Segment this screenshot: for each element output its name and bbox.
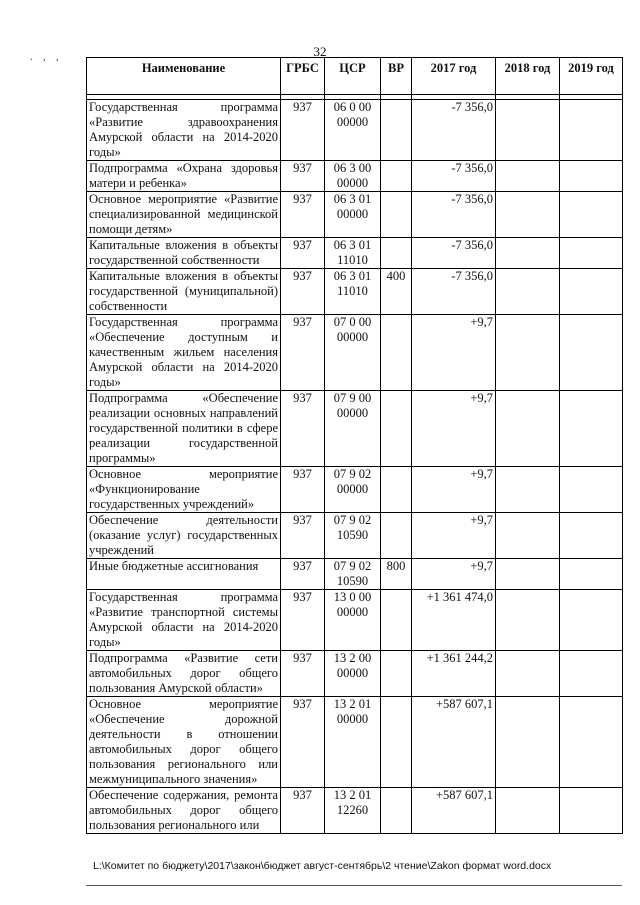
- cell-2018: [496, 269, 560, 315]
- cell-2019: [560, 269, 623, 315]
- cell-vr: [381, 788, 412, 834]
- cell-2019: [560, 192, 623, 238]
- cell-grbs: 937: [281, 238, 325, 269]
- cell-2019: [560, 590, 623, 651]
- table-row: [87, 391, 623, 467]
- table-row: [87, 513, 623, 559]
- cell-csr: 07 9 02 10590: [325, 559, 381, 590]
- cell-2018: [496, 161, 560, 192]
- cell-2017: +9,7: [412, 559, 496, 590]
- cell-2018: [496, 391, 560, 467]
- cell-name: Обеспечение деятельности (оказание услуг) государственных учреждений: [87, 513, 281, 559]
- cell-vr: [381, 590, 412, 651]
- table-row: [87, 161, 623, 192]
- cell-grbs: 937: [281, 269, 325, 315]
- cell-grbs: 937: [281, 559, 325, 590]
- table-row: [87, 559, 623, 590]
- header-csr: ЦСР: [325, 58, 381, 95]
- header-name: Наименование: [87, 58, 281, 95]
- cell-csr: 13 0 00 00000: [325, 590, 381, 651]
- cell-vr: [381, 238, 412, 269]
- table-header-row: [87, 58, 623, 95]
- cell-name: Основное мероприятие «Развитие специализированной медицинской помощи детям»: [87, 192, 281, 238]
- cell-csr: 06 3 01 11010: [325, 238, 381, 269]
- page-number: 32: [313, 44, 327, 59]
- cell-csr: 07 9 02 00000: [325, 467, 381, 513]
- cell-grbs: 937: [281, 192, 325, 238]
- table-row: [87, 315, 623, 391]
- cell-2018: [496, 238, 560, 269]
- cell-name: Обеспечение содержания, ремонта автомобильных дорог общего пользования регионального или: [87, 788, 281, 834]
- cell-name: Подпрограмма «Охрана здоровья матери и ребенка»: [87, 161, 281, 192]
- cell-2018: [496, 788, 560, 834]
- bottom-rule: [86, 885, 622, 886]
- cell-name: Иные бюджетные ассигнования: [87, 559, 281, 590]
- cell-vr: 800: [381, 559, 412, 590]
- cell-2017: +587 607,1: [412, 697, 496, 788]
- cell-csr: 06 3 00 00000: [325, 161, 381, 192]
- table-row: [87, 269, 623, 315]
- cell-vr: [381, 161, 412, 192]
- cell-csr: 07 9 00 00000: [325, 391, 381, 467]
- cell-csr: 07 0 00 00000: [325, 315, 381, 391]
- budget-table: [86, 57, 623, 834]
- cell-name: Основное мероприятие «Обеспечение дорожной деятельности в отношении автомобильных дорог общего пользования регионального или межмуниципального значения»: [87, 697, 281, 788]
- scan-marks: . , ,: [30, 52, 63, 63]
- cell-name: Государственная программа «Развитие транспортной системы Амурской области на 2014-2020 годы»: [87, 590, 281, 651]
- cell-name: Государственная программа «Обеспечение доступным и качественным жильем населения Амурской области на 2014-2020 годы»: [87, 315, 281, 391]
- cell-2019: [560, 467, 623, 513]
- cell-name: Капитальные вложения в объекты государственной (муниципальной) собственности: [87, 269, 281, 315]
- cell-2019: [560, 559, 623, 590]
- cell-csr: 06 0 00 00000: [325, 100, 381, 161]
- cell-2017: -7 356,0: [412, 192, 496, 238]
- cell-2018: [496, 467, 560, 513]
- cell-2017: +9,7: [412, 467, 496, 513]
- cell-2017: -7 356,0: [412, 238, 496, 269]
- cell-grbs: 937: [281, 467, 325, 513]
- cell-2018: [496, 697, 560, 788]
- cell-grbs: 937: [281, 161, 325, 192]
- table-row: [87, 788, 623, 834]
- cell-vr: [381, 467, 412, 513]
- cell-2018: [496, 100, 560, 161]
- cell-name: Основное мероприятие «Функционирование государственных учреждений»: [87, 467, 281, 513]
- cell-name: Капитальные вложения в объекты государственной собственности: [87, 238, 281, 269]
- table-row: [87, 100, 623, 161]
- cell-2018: [496, 513, 560, 559]
- cell-2019: [560, 651, 623, 697]
- cell-grbs: 937: [281, 315, 325, 391]
- cell-grbs: 937: [281, 697, 325, 788]
- cell-grbs: 937: [281, 391, 325, 467]
- cell-2017: +1 361 244,2: [412, 651, 496, 697]
- cell-name: Подпрограмма «Развитие сети автомобильных дорог общего пользования Амурской области»: [87, 651, 281, 697]
- cell-2018: [496, 651, 560, 697]
- cell-2019: [560, 788, 623, 834]
- table-row: [87, 192, 623, 238]
- cell-2017: -7 356,0: [412, 269, 496, 315]
- header-2018: 2018 год: [496, 58, 560, 95]
- header-grbs: ГРБС: [281, 58, 325, 95]
- cell-csr: 13 2 01 12260: [325, 788, 381, 834]
- cell-vr: [381, 100, 412, 161]
- cell-grbs: 937: [281, 651, 325, 697]
- footer-file-path: L:\Комитет по бюджету\2017\закон\бюджет август-сентябрь\2 чтение\Zakon формат word.docx: [93, 860, 552, 872]
- cell-2019: [560, 697, 623, 788]
- table-row: [87, 697, 623, 788]
- table-body: [87, 100, 623, 834]
- cell-2018: [496, 192, 560, 238]
- cell-csr: 06 3 01 00000: [325, 192, 381, 238]
- cell-2019: [560, 391, 623, 467]
- cell-csr: 13 2 01 00000: [325, 697, 381, 788]
- cell-grbs: 937: [281, 788, 325, 834]
- cell-2017: +9,7: [412, 513, 496, 559]
- cell-2019: [560, 238, 623, 269]
- cell-grbs: 937: [281, 590, 325, 651]
- cell-2018: [496, 559, 560, 590]
- cell-2019: [560, 100, 623, 161]
- cell-2017: -7 356,0: [412, 100, 496, 161]
- cell-vr: [381, 315, 412, 391]
- header-2017: 2017 год: [412, 58, 496, 95]
- table-row: [87, 467, 623, 513]
- cell-csr: 13 2 00 00000: [325, 651, 381, 697]
- cell-name: Государственная программа «Развитие здравоохранения Амурской области на 2014-2020 годы»: [87, 100, 281, 161]
- cell-csr: 07 9 02 10590: [325, 513, 381, 559]
- cell-vr: [381, 391, 412, 467]
- cell-vr: [381, 192, 412, 238]
- cell-vr: [381, 651, 412, 697]
- cell-csr: 06 3 01 11010: [325, 269, 381, 315]
- cell-2018: [496, 590, 560, 651]
- table-row: [87, 590, 623, 651]
- cell-name: Подпрограмма «Обеспечение реализации основных направлений государственной политики в сфере реализации государственной программы»: [87, 391, 281, 467]
- table-row: [87, 651, 623, 697]
- cell-grbs: 937: [281, 100, 325, 161]
- cell-2019: [560, 315, 623, 391]
- cell-vr: [381, 697, 412, 788]
- header-vr: ВР: [381, 58, 412, 95]
- header-2019: 2019 год: [560, 58, 623, 95]
- cell-2017: +1 361 474,0: [412, 590, 496, 651]
- cell-vr: [381, 513, 412, 559]
- cell-grbs: 937: [281, 513, 325, 559]
- table-row: [87, 238, 623, 269]
- cell-2017: +587 607,1: [412, 788, 496, 834]
- cell-vr: 400: [381, 269, 412, 315]
- cell-2017: +9,7: [412, 315, 496, 391]
- cell-2019: [560, 161, 623, 192]
- cell-2019: [560, 513, 623, 559]
- cell-2017: +9,7: [412, 391, 496, 467]
- cell-2017: -7 356,0: [412, 161, 496, 192]
- cell-2018: [496, 315, 560, 391]
